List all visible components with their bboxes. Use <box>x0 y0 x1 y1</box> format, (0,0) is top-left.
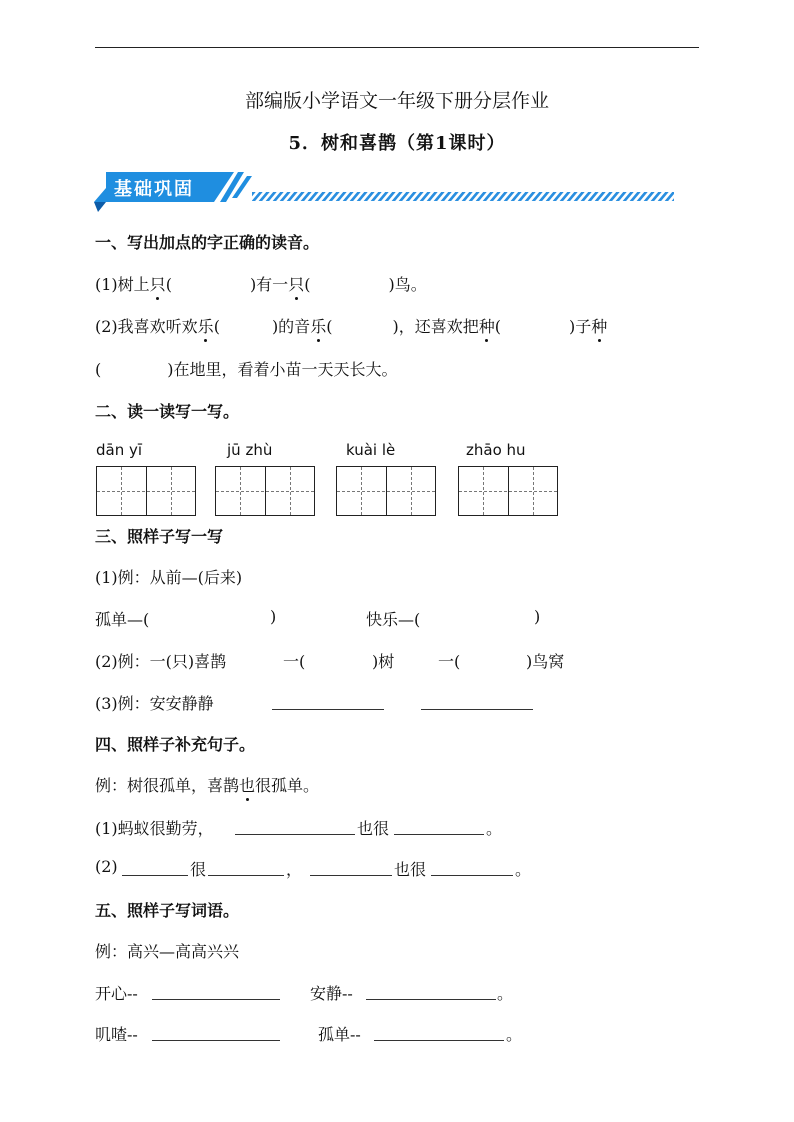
answer-blank[interactable] <box>272 693 384 710</box>
q4-example <box>95 773 319 796</box>
q3-example-2: (2)例：一(只)喜鹊 <box>95 652 227 671</box>
q2-heading: 二、读一读写一写。 <box>95 402 240 421</box>
banner-stripes <box>252 192 674 201</box>
pinyin-4: zhāo hu <box>466 441 526 459</box>
answer-blank[interactable] <box>431 859 513 876</box>
answer-blank[interactable] <box>152 983 280 1000</box>
writing-grid[interactable] <box>336 466 436 516</box>
q1-l3-text: )在地里，看着小苗一天天长大。 <box>167 360 398 379</box>
page-title: 部编版小学语文一年级下册分层作业 <box>244 90 549 112</box>
q1-l2-text-a: (2)我喜欢听欢 <box>95 317 198 336</box>
q1-l2-open-paren: ( <box>326 317 333 336</box>
q1-line2 <box>95 314 607 337</box>
answer-blank[interactable] <box>152 1024 280 1041</box>
answer-blank[interactable] <box>235 818 355 835</box>
grid-guide <box>459 491 557 492</box>
grid-guide <box>97 491 195 492</box>
q4-example-text-a: 例：树很孤单，喜鹊 <box>95 776 240 795</box>
answer-blank[interactable] <box>394 818 484 835</box>
q4-example-dotted-char: 也 <box>239 773 255 796</box>
q3-ex2b: 一( <box>283 652 306 671</box>
q3-ex2e: )鸟窝 <box>526 652 565 671</box>
answer-blank[interactable] <box>310 859 392 876</box>
q1-l2-text-g: )子 <box>568 317 592 336</box>
answer-blank[interactable] <box>208 859 284 876</box>
q1-l1-open-paren: ( <box>304 275 311 294</box>
q1-l2-dotted-char: 种 <box>591 314 607 337</box>
q5-example: 例：高兴—高高兴兴 <box>95 942 240 961</box>
q4-l2b: 很 <box>190 860 207 879</box>
banner-tail <box>94 202 106 212</box>
q3-l2d: ) <box>534 607 541 626</box>
q5-l2c: 。 <box>506 1025 523 1044</box>
q3-l2b: ) <box>270 607 277 626</box>
q1-l2-dotted-char: 乐 <box>198 314 214 337</box>
answer-blank[interactable] <box>366 983 496 1000</box>
q1-l2-text-c: )的音 <box>271 317 311 336</box>
q1-l1-text-c: )有一 <box>249 275 289 294</box>
q5-l2b: 孤单-- <box>318 1025 361 1044</box>
q5-l2a: 叽喳-- <box>95 1025 138 1044</box>
q4-l1a: (1)蚂蚁很勤劳， <box>95 819 214 838</box>
q4-heading: 四、照样子补充句子。 <box>95 735 256 754</box>
q5-heading: 五、照样子写词语。 <box>95 901 240 920</box>
q1-l3-open-paren: ( <box>95 360 102 379</box>
q4-l1c: 。 <box>486 819 503 838</box>
writing-grid[interactable] <box>215 466 315 516</box>
writing-grid[interactable] <box>96 466 196 516</box>
q1-l2-open-paren: ( <box>213 317 220 336</box>
q1-line3 <box>95 357 398 380</box>
answer-blank[interactable] <box>122 859 188 876</box>
q4-l2c: ， <box>286 860 303 879</box>
q1-l1-text-e: )鸟。 <box>388 275 427 294</box>
q3-ex2c: )树 <box>372 652 395 671</box>
q4-example-text-b: 很孤单。 <box>255 776 320 795</box>
pinyin-3: kuài lè <box>346 441 396 459</box>
lesson-subtitle: 5．树和喜鹊（第1课时） <box>288 133 506 154</box>
pinyin-1: dān yī <box>96 441 143 459</box>
q1-l2-open-paren: ( <box>494 317 501 336</box>
q5-l1b: 安静-- <box>310 984 353 1003</box>
q5-l1a: 开心-- <box>95 984 138 1003</box>
q1-l1-open-paren: ( <box>165 275 172 294</box>
q3-heading: 三、照样子写一写 <box>95 527 224 546</box>
q3-l2a: 孤单—( <box>95 610 150 629</box>
q4-l2a: (2) <box>95 857 118 876</box>
q1-l1-dotted-char: 只 <box>288 272 304 295</box>
q3-ex2d: 一( <box>438 652 461 671</box>
q1-line1 <box>95 272 427 295</box>
q4-l2e: 。 <box>515 860 532 879</box>
banner-label: 基础巩固 <box>114 179 194 200</box>
q1-l1-text-a: (1)树上 <box>95 275 150 294</box>
top-rule <box>95 47 699 48</box>
q1-l2-text-e: )，还喜欢把 <box>392 317 479 336</box>
q3-example-3: (3)例：安安静静 <box>95 694 214 713</box>
grid-guide <box>337 491 435 492</box>
q1-l1-dotted-char: 只 <box>150 272 166 295</box>
q1-l2-dotted-char: 乐 <box>310 314 326 337</box>
q5-l1c: 。 <box>497 984 514 1003</box>
answer-blank[interactable] <box>421 693 533 710</box>
q1-l2-dotted-char: 种 <box>479 314 495 337</box>
writing-grid[interactable] <box>458 466 558 516</box>
section-banner <box>92 166 682 214</box>
q1-heading: 一、写出加点的字正确的读音。 <box>95 233 320 252</box>
q4-l1b: 也很 <box>357 819 390 838</box>
grid-guide <box>216 491 314 492</box>
q4-l2d: 也很 <box>394 860 427 879</box>
q3-example-1: (1)例：从前—(后来) <box>95 568 243 587</box>
answer-blank[interactable] <box>374 1024 504 1041</box>
q3-l2c: 快乐—( <box>366 610 421 629</box>
pinyin-2: jū zhù <box>227 441 273 459</box>
